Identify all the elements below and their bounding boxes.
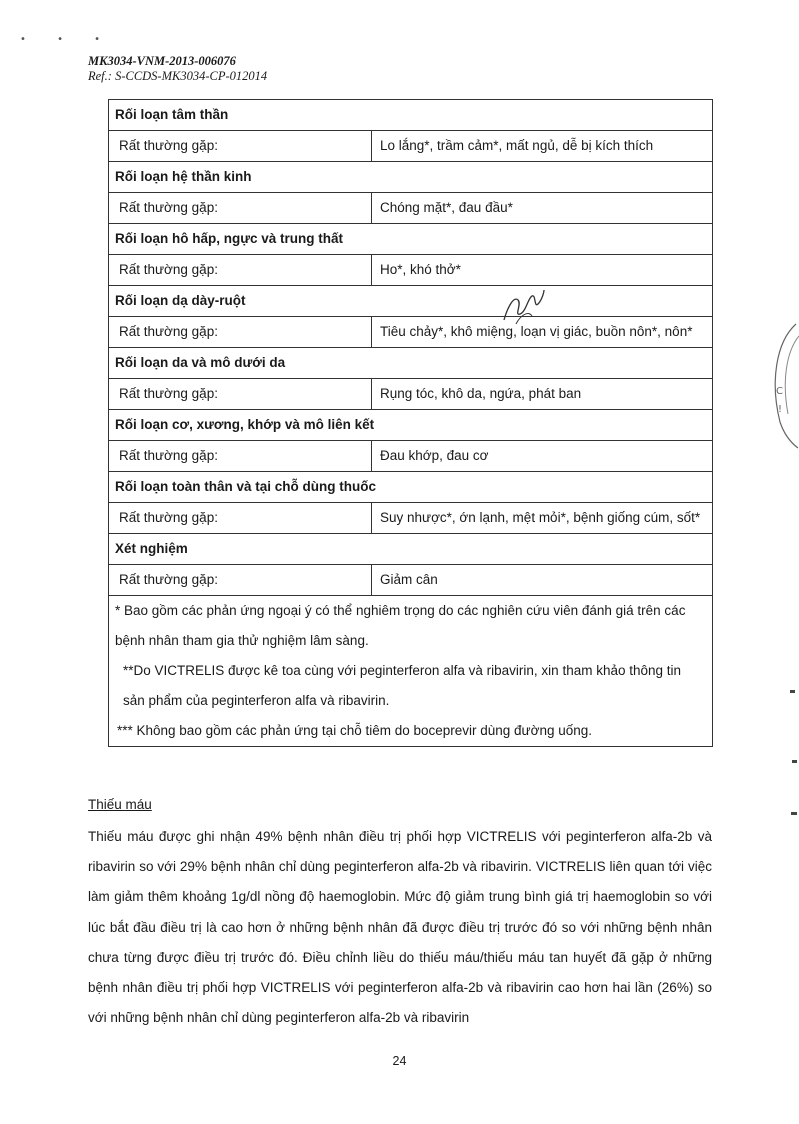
reaction-value: Đau khớp, đau cơ (372, 441, 713, 472)
table-row (109, 441, 713, 472)
table-row (109, 317, 713, 348)
reaction-value: Rụng tóc, khô da, ngứa, phát ban (372, 379, 713, 410)
frequency-label: Rất thường gặp: (109, 503, 372, 534)
footnote-1: * Bao gồm các phản ứng ngoại ý có thể nghiêm trọng do các nghiên cứu viên đánh giá trên các bệnh nhân tham gia thử nghiệm lâm sàng. (115, 603, 686, 648)
reaction-value: Lo lắng*, trầm cảm*, mất ngủ, dễ bị kích thích (372, 131, 713, 162)
footnote-3: *** Không bao gồm các phản ứng tại chỗ tiêm do boceprevir dùng đường uống. (117, 723, 592, 738)
frequency-label: Rất thường gặp: (109, 565, 372, 596)
scan-mark (792, 760, 797, 763)
frequency-label: Rất thường gặp: (109, 317, 372, 348)
section-title: Xét nghiệm (109, 534, 713, 565)
frequency-label: Rất thường gặp: (109, 255, 372, 286)
section-title: Rối loạn tâm thần (109, 100, 713, 131)
scan-specks: • • • (20, 34, 115, 45)
section-title: Rối loạn cơ, xương, khớp và mô liên kết (109, 410, 713, 441)
footnote-2: **Do VICTRELIS được kê toa cùng với peginterferon alfa và ribavirin, xin tham khảo thông tin sản phẩm của peginterferon alfa và ribavirin. (123, 663, 682, 708)
handwritten-initials-mark (498, 286, 548, 336)
scan-mark (791, 812, 797, 815)
reaction-value: Giảm cân (372, 565, 713, 596)
reaction-value: Tiêu chảy*, khô miệng, loạn vị giác, buồn nôn*, nôn* (372, 317, 713, 348)
frequency-label: Rất thường gặp: (109, 441, 372, 472)
section-title: Rối loạn da và mô dưới da (109, 348, 713, 379)
adverse-reactions-table (108, 99, 713, 747)
svg-text:!: ! (778, 404, 783, 415)
stamp-edge-mark (766, 322, 799, 452)
table-row (109, 131, 713, 162)
reaction-value: Suy nhược*, ớn lạnh, mệt mỏi*, bệnh giống cúm, sốt* (372, 503, 713, 534)
table-row (109, 565, 713, 596)
frequency-label: Rất thường gặp: (109, 131, 372, 162)
section-header-row (109, 410, 713, 441)
body-paragraph: Thiếu máu được ghi nhận 49% bệnh nhân điều trị phối hợp VICTRELIS với peginterferon alfa-2b và ribavirin so với 29% bệnh nhân chỉ dùng peginterferon alfa-2b và ribavirin. VICTRELIS liên quan tới việc làm giảm thêm khoảng 1g/dl nồng độ haemoglobin. Mức độ giảm trung bình giá trị haemoglobin so với lúc bắt đầu điều trị là cao hơn ở những bệnh nhân đã được điều trị trước đó so với những bệnh nhân chưa từng được điều trị trước đó. Điều chỉnh liều do thiếu máu/thiếu máu tan huyết đã gặp ở những bệnh nhân điều trị phối hợp VICTRELIS với peginterferon alfa-2b và ribavirin cao hơn hai lần (26%) so với những bệnh nhân chỉ dùng peginterferon alfa-2b và ribavirin (88, 829, 712, 1026)
section-header-row (109, 100, 713, 131)
section-header-row (109, 286, 713, 317)
document-reference: Ref.: S-CCDS-MK3034-CP-012014 (88, 69, 268, 83)
frequency-label: Rất thường gặp: (109, 193, 372, 224)
table-row (109, 255, 713, 286)
section-subheading: Thiếu máu (88, 797, 152, 812)
table-row (109, 379, 713, 410)
table-row (109, 193, 713, 224)
section-title: Rối loạn dạ dày-ruột (109, 286, 713, 317)
frequency-label: Rất thường gặp: (109, 379, 372, 410)
section-title: Rối loạn hệ thần kinh (109, 162, 713, 193)
section-header-row (109, 534, 713, 565)
reaction-value: Chóng mặt*, đau đầu* (372, 193, 713, 224)
svg-text:C: C (776, 386, 783, 397)
document-code: MK3034-VNM-2013-006076 (88, 54, 236, 68)
section-title: Rối loạn toàn thân và tại chỗ dùng thuốc (109, 472, 713, 503)
section-header-row (109, 224, 713, 255)
table-row (109, 503, 713, 534)
section-header-row (109, 472, 713, 503)
reaction-value: Ho*, khó thở* (372, 255, 713, 286)
scan-mark (790, 690, 795, 693)
footnotes-row (109, 596, 713, 747)
section-header-row (109, 348, 713, 379)
section-title: Rối loạn hô hấp, ngực và trung thất (109, 224, 713, 255)
footnotes-cell (109, 596, 713, 747)
section-header-row (109, 162, 713, 193)
page-number: 24 (392, 1054, 407, 1068)
